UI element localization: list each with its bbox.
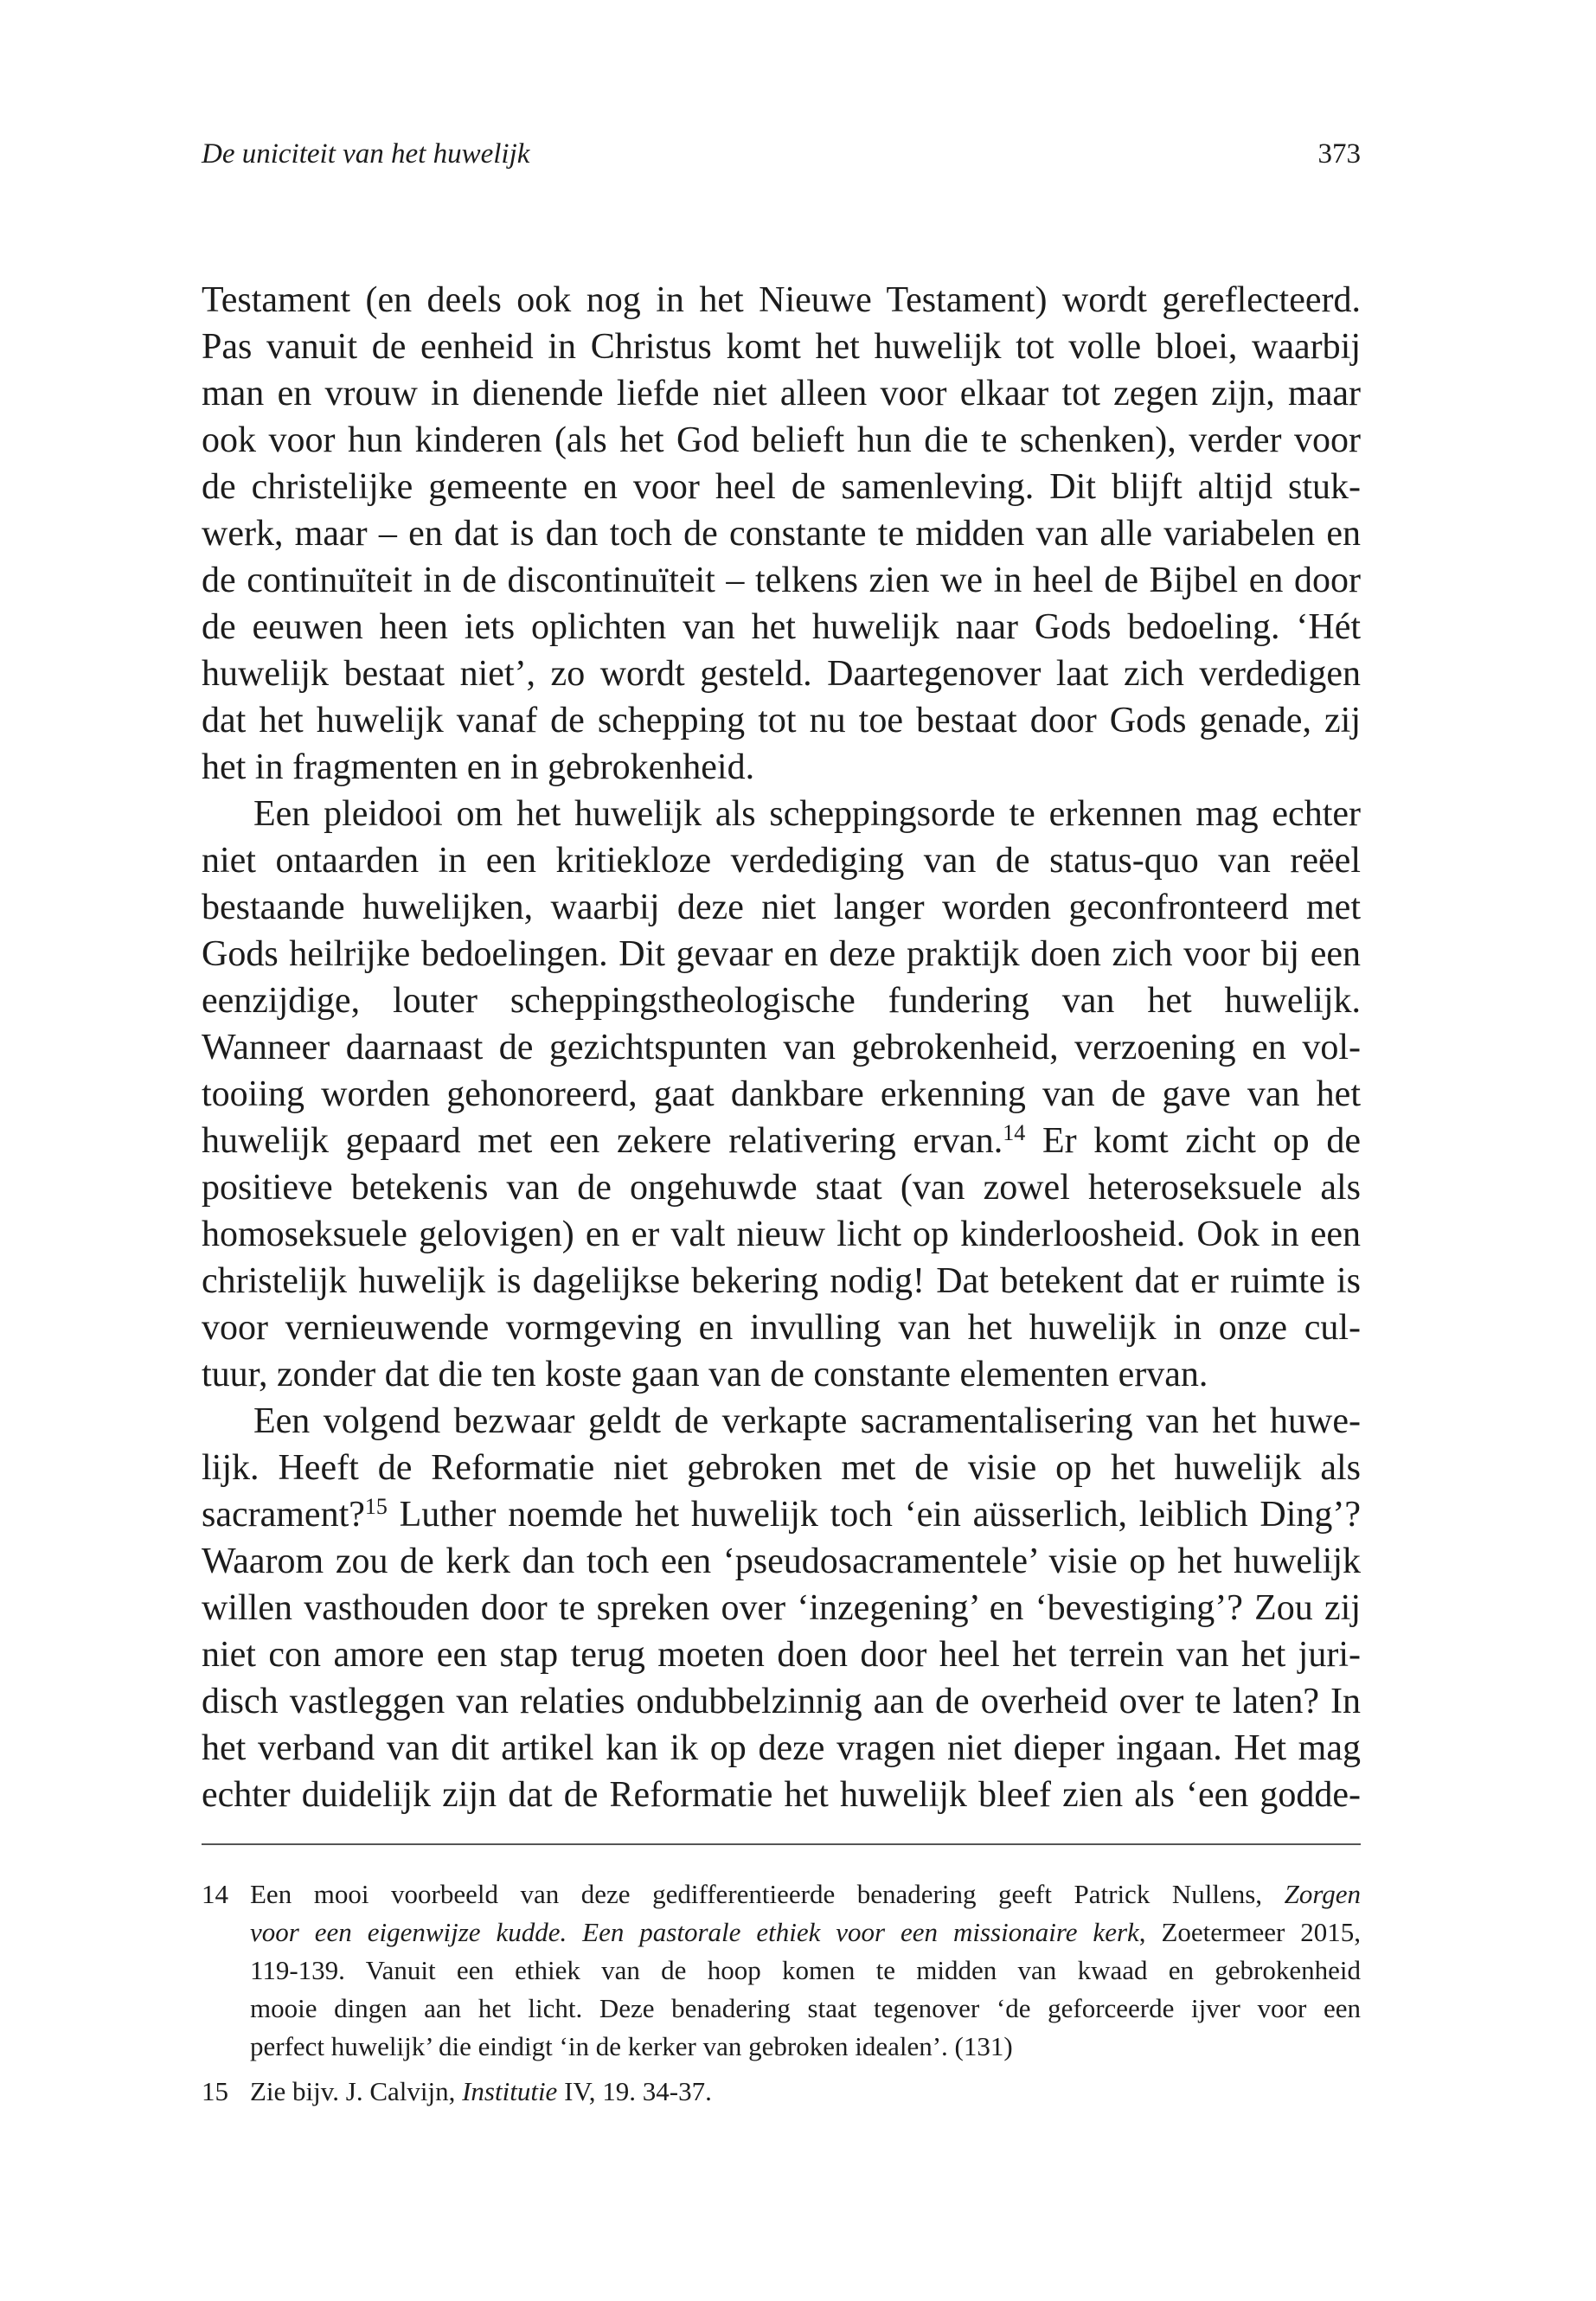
- text-span: huwelijk gepaard met een zekere relativering ervan.: [202, 1121, 1003, 1161]
- running-head: [202, 138, 1361, 176]
- text-line: homoseksuele gelovigen) en er valt nieuw licht op kinderloosheid. Ook in een: [202, 1215, 1361, 1254]
- book-title: Institutie: [462, 2076, 558, 2106]
- text-line: [202, 1491, 1361, 1538]
- text-line: niet ontaarden in een kritiekloze verdediging van de status-quo van reëel: [202, 841, 1361, 881]
- text-line: Testament (en deels ook nog in het Nieuwe Testament) wordt gereflecteerd.: [202, 280, 1361, 320]
- footnote-14: [202, 1875, 1361, 2066]
- text-line: tooiing worden gehonoreerd, gaat dankbare erkenning van de gave van het: [202, 1074, 1361, 1114]
- text-line: eenzijdige, louter scheppingstheologische fundering van het huwelijk.: [202, 981, 1361, 1021]
- text-line: Waarom zou de kerk dan toch een ‘pseudosacramentele’ visie op het huwelijk: [202, 1541, 1361, 1581]
- footnote-15: [202, 2073, 1361, 2111]
- text-line: lijk. Heeft de Reformatie niet gebroken met de visie op het huwelijk als: [202, 1448, 1361, 1488]
- text-line: man en vrouw in dienende liefde niet alleen voor elkaar tot zegen zijn, maar: [202, 374, 1361, 413]
- text-line: werk, maar – en dat is dan toch de constante te midden van alle variabelen en: [202, 514, 1361, 554]
- footnote-line: [250, 1875, 1361, 1913]
- paragraph-2: [202, 791, 1361, 1398]
- text-line: Een volgend bezwaar geldt de verkapte sacramentalisering van het huwe-: [253, 1401, 1361, 1441]
- text-line: disch vastleggen van relaties ondubbelzinnig aan de overheid over te laten? In: [202, 1682, 1361, 1721]
- text-line: ook voor hun kinderen (als het God belieft hun die te schenken), verder voor: [202, 420, 1361, 460]
- text-line: huwelijk bestaat niet’, zo wordt gesteld. Daartegenover laat zich verdedigen: [202, 654, 1361, 694]
- body-text: [202, 277, 1361, 1818]
- paragraph-1: [202, 277, 1361, 791]
- text-line: positieve betekenis van de ongehuwde staat (van zowel heteroseksuele als: [202, 1168, 1361, 1208]
- book-title: Zorgen: [1284, 1879, 1361, 1909]
- footnote-ref-15[interactable]: 15: [364, 1494, 388, 1519]
- footnotes: [202, 1875, 1361, 2111]
- text-line: echter duidelijk zijn dat de Reformatie het huwelijk bleef zien als ‘een godde-: [202, 1775, 1361, 1815]
- text-line: de eeuwen heen iets oplichten van het huwelijk naar Gods bedoeling. ‘Hét: [202, 607, 1361, 647]
- text-line: Gods heilrijke bedoelingen. Dit gevaar en deze praktijk doen zich voor bij een: [202, 934, 1361, 974]
- text-span: Luther noemde het huwelijk toch ‘ein aüsserlich, leiblich Ding’?: [387, 1495, 1361, 1535]
- text-line: tuur, zonder dat die ten koste gaan van de constante elementen ervan.: [202, 1355, 1208, 1394]
- footnote-number: 14: [202, 1879, 228, 1909]
- text-line: Pas vanuit de eenheid in Christus komt het huwelijk tot volle bloei, waarbij: [202, 327, 1361, 367]
- page: [202, 0, 1361, 2301]
- text-span: sacrament?: [202, 1495, 365, 1535]
- footnote-line: [250, 2073, 1361, 2111]
- footnote-line: 119-139. Vanuit een ethiek van de hoop komen te midden van kwaad en gebrokenheid: [250, 1955, 1361, 1985]
- text-span: Een mooi voorbeeld van deze gedifferentieerde benadering geeft Patrick Nullens,: [250, 1879, 1285, 1909]
- footnote-line: perfect huwelijk’ die eindigt ‘in de kerker van gebroken idealen’. (131): [250, 2031, 1013, 2061]
- footnote-separator: [202, 1843, 1361, 1845]
- text-line: Wanneer daarnaast de gezichtspunten van gebrokenheid, verzoening en vol-: [202, 1028, 1361, 1067]
- text-line: christelijk huwelijk is dagelijkse bekering nodig! Dat betekent dat er ruimte is: [202, 1261, 1361, 1301]
- text-line: dat het huwelijk vanaf de schepping tot nu toe bestaat door Gods genade, zij: [202, 701, 1361, 740]
- text-line: het in fragmenten en in gebrokenheid.: [202, 747, 755, 787]
- text-line: bestaande huwelijken, waarbij deze niet langer worden geconfronteerd met: [202, 888, 1361, 927]
- footnote-line: mooie dingen aan het licht. Deze benadering staat tegenover ‘de geforceerde ijver voor een: [250, 1993, 1361, 2023]
- text-span: Zie bijv. J. Calvijn,: [250, 2076, 463, 2106]
- text-span: , Zoetermeer 2015,: [1138, 1917, 1361, 1947]
- text-line: niet con amore een stap terug moeten doen door heel het terrein van het juri-: [202, 1635, 1361, 1675]
- text-line: de continuïteit in de discontinuïteit – telkens zien we in heel de Bijbel en door: [202, 561, 1361, 600]
- text-span: IV, 19. 34-37.: [557, 2076, 712, 2106]
- text-line: Een pleidooi om het huwelijk als scheppingsorde te erkennen mag echter: [253, 794, 1361, 834]
- text-line: het verband van dit artikel kan ik op deze vragen niet dieper ingaan. Het mag: [202, 1728, 1361, 1768]
- text-span: Er komt zicht op de: [1025, 1121, 1361, 1161]
- running-title: De uniciteit van het huwelijk: [202, 138, 530, 170]
- paragraph-3: [202, 1398, 1361, 1818]
- book-title: voor een eigenwijze kudde. Een pastorale ethiek voor een missionaire kerk: [250, 1917, 1139, 1947]
- text-line: [202, 1118, 1361, 1164]
- text-line: de christelijke gemeente en voor heel de samenleving. Dit blijft altijd stuk-: [202, 467, 1361, 507]
- footnote-ref-14[interactable]: 14: [1003, 1120, 1026, 1145]
- page-number: 373: [1317, 138, 1361, 170]
- footnote-number: 15: [202, 2076, 228, 2106]
- text-line: voor vernieuwende vormgeving en invulling van het huwelijk in onze cul-: [202, 1308, 1361, 1348]
- footnote-line: [250, 1913, 1361, 1952]
- text-line: willen vasthouden door te spreken over ‘inzegening’ en ‘bevestiging’? Zou zij: [202, 1588, 1361, 1628]
